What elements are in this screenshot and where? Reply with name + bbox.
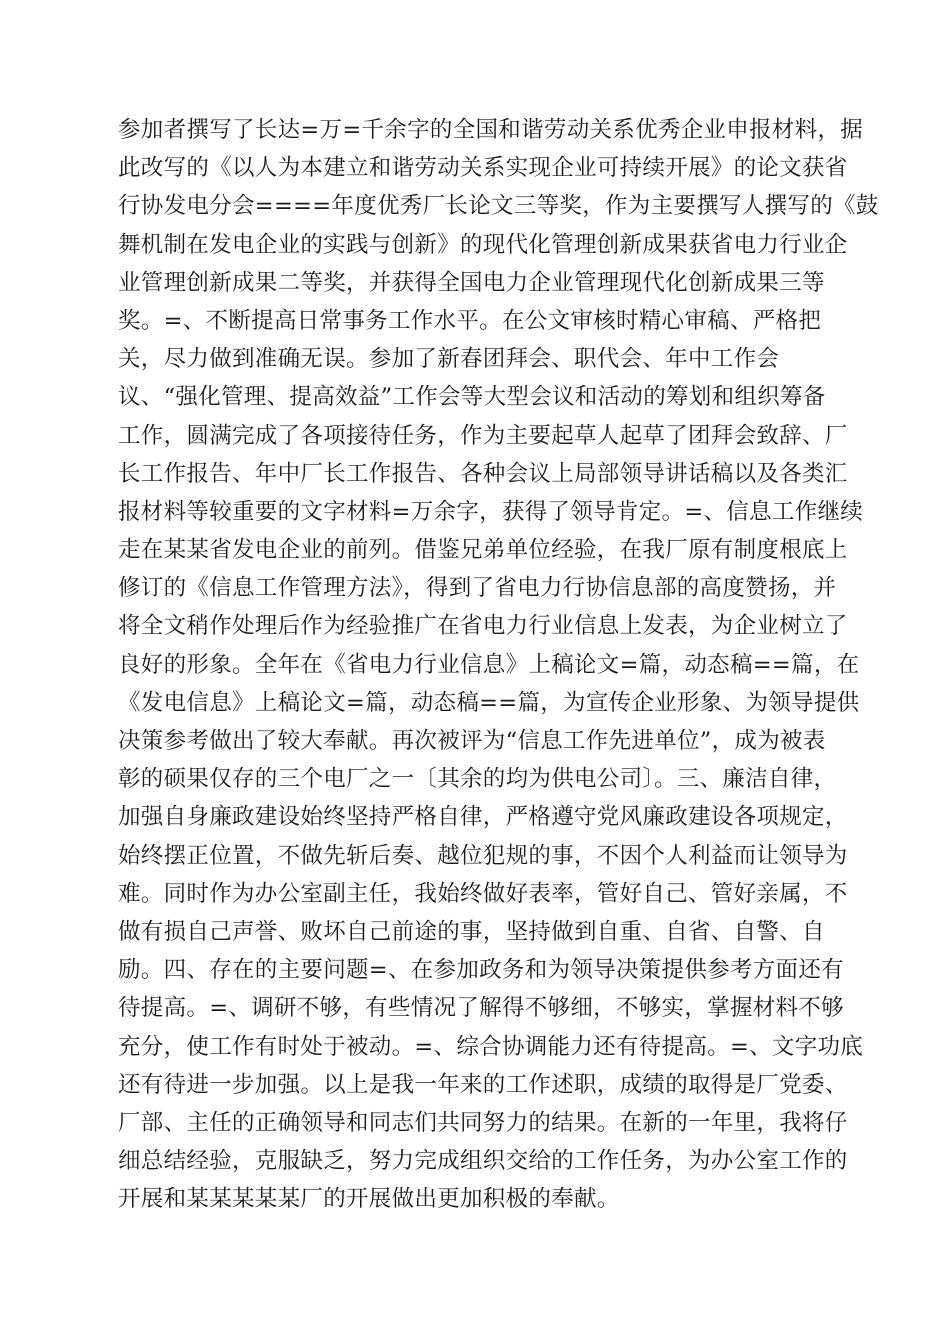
text-line-4: 舞机制在发电企业的实践与创新》的现代化管理创新成果获省电力行业企 xyxy=(118,231,848,258)
text-line-19: 加强自身廉政建设始终坚持严格自律，严格遵守党风廉政建设各项规定， xyxy=(118,804,848,831)
text-line-24: 待提高。=、调研不够，有些情况了解得不够细，不够实，掌握材料不够 xyxy=(118,995,844,1022)
text-line-21: 难。同时作为办公室副主任，我始终做好表率，管好自己、管好亲属，不 xyxy=(118,880,848,907)
body-paragraph xyxy=(118,111,879,1218)
text-line-5: 业管理创新成果二等奖，并获得全国电力企业管理现代化创新成果三等 xyxy=(118,269,825,296)
text-line-2: 此改写的《以人为本建立和谐劳动关系实现企业可持续开展》的论文获省 xyxy=(118,155,848,182)
text-line-17: 决策参考做出了较大奉献。再次被评为“信息工作先进单位”，成为被表 xyxy=(118,728,826,754)
text-line-20: 始终摆正位置，不做先斩后奏、越位犯规的事，不因个人利益而让领导为 xyxy=(118,842,848,869)
text-line-29: 开展和某某某某某厂的开展做出更加积极的奉献。 xyxy=(118,1186,620,1213)
text-line-14: 将全文稍作处理后作为经验推广在省电力行业信息上发表，为企业树立了 xyxy=(118,613,848,640)
text-line-10: 长工作报告、年中厂长工作报告、各种会议上局部领导讲话稿以及各类汇 xyxy=(118,460,848,487)
text-line-9: 工作，圆满完成了各项接待任务，作为主要起草人起草了团拜会致辞、厂 xyxy=(118,422,848,449)
text-line-1: 参加者撰写了长达=万=千余字的全国和谐劳动关系优秀企业申报材料，据 xyxy=(118,117,864,143)
text-line-16: 《发电信息》上稿论文=篇，动态稿==篇，为宣传企业形象、为领导提供 xyxy=(118,689,860,716)
text-line-11: 报材料等较重要的文字材料=万余字，获得了领导肯定。=、信息工作继续 xyxy=(118,498,864,525)
text-line-18: 彰的硕果仅存的三个电厂之一〔其余的均为供电公司〕。三、廉洁自律， xyxy=(118,766,837,793)
text-line-8: 议、“强化管理、提高效益”工作会等大型会议和活动的筹划和组织筹备 xyxy=(118,384,826,411)
text-line-25: 充分，使工作有时处于被动。=、综合协调能力还有待提高。=、文字功底 xyxy=(118,1033,864,1060)
text-line-15: 良好的形象。全年在《省电力行业信息》上稿论文=篇，动态稿==篇，在 xyxy=(118,651,860,678)
text-line-22: 做有损自己声誉、败坏自己前途的事，坚持做到自重、自省、自警、自 xyxy=(118,918,825,945)
text-line-12: 走在某某省发电企业的前列。借鉴兄弟单位经验，在我厂原有制度根底上 xyxy=(118,537,848,564)
text-line-27: 厂部、主任的正确领导和同志们共同努力的结果。在新的一年里，我将仔 xyxy=(118,1109,848,1136)
text-line-7: 关，尽力做到准确无误。参加了新春团拜会、职代会、年中工作会 xyxy=(118,346,780,373)
text-line-13: 修订的《信息工作管理方法》，得到了省电力行协信息部的高度赞扬，并 xyxy=(118,575,837,602)
text-line-28: 细总结经验，克服缺乏，努力完成组织交给的工作任务，为办公室工作的 xyxy=(118,1148,848,1175)
text-line-6: 奖。=、不断提高日常事务工作水平。在公文审核时精心审稿、严格把 xyxy=(118,307,822,334)
text-line-3: 行协发电分会====年度优秀厂长论文三等奖，作为主要撰写人撰写的《鼓 xyxy=(118,193,879,220)
text-line-23: 励。四、存在的主要问题=、在参加政务和为领导决策提供参考方面还有 xyxy=(118,957,844,984)
text-line-26: 还有待进一步加强。以上是我一年来的工作述职，成绩的取得是厂党委、 xyxy=(118,1071,848,1098)
